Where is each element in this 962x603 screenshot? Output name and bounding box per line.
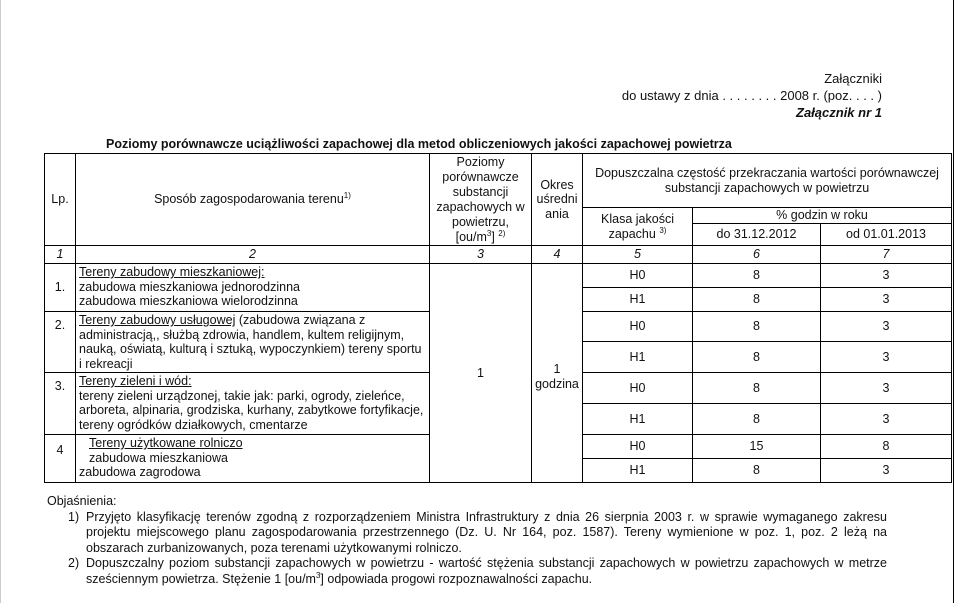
land-use-line: tereny zieleni urządzonej, takie jak: parki, ogrody, zieleńce, arboreta, alpinaria, grodziska, kurhany, zabytkowe fortyfikacje, tereny ogródków działkowych, cmentarze xyxy=(79,388,424,432)
percent-from-2013: 3 xyxy=(821,312,952,342)
land-use-line: zabudowa mieszkaniowa wielorodzinna xyxy=(79,294,298,308)
percent-until-2012: 8 xyxy=(693,404,821,435)
odour-class: H1 xyxy=(583,288,693,312)
percent-from-2013: 8 xyxy=(821,435,952,459)
explanation-item xyxy=(68,510,887,557)
percent-from-2013: 3 xyxy=(821,342,952,373)
odour-class: H1 xyxy=(583,342,693,373)
percent-until-2012: 8 xyxy=(693,312,821,342)
land-use-line: zabudowa mieszkaniowa xyxy=(89,450,228,465)
land-use-title: Tereny użytkowane rolniczo xyxy=(89,436,243,450)
row-lp: 2. xyxy=(45,312,76,373)
column-number: 2 xyxy=(76,246,430,264)
explanations-heading: Objaśnienia: xyxy=(47,494,117,508)
header-until-2012: do 31.12.2012 xyxy=(693,224,821,246)
percent-until-2012: 15 xyxy=(693,435,821,459)
header-land-use: Sposób zagospodarowania terenu$^{1)}$ xyxy=(76,154,430,246)
percent-from-2013: 3 xyxy=(821,404,952,435)
land-use-line: zabudowa mieszkaniowa jednorodzinna xyxy=(79,279,300,294)
percent-until-2012: 8 xyxy=(693,264,821,288)
column-number: 6 xyxy=(693,246,821,264)
land-use-cell xyxy=(76,312,430,373)
odour-class: H0 xyxy=(583,312,693,342)
explanation-item xyxy=(68,556,887,587)
table-title: Poziomy porównawcze uciążliwości zapachowej dla metod obliczeniowych jakości zapachowej powietrza xyxy=(106,137,732,151)
explanation-text: Przyjęto klasyfikację terenów zgodną z rozporządzeniem Ministra Infrastruktury z dnia 26 sierpnia 2003 r. w sprawie wymaganego zakresu projektu miejscowego planu zagospodarowania przestrzennego (Dz. U. Nr 164, poz. 1587). Tereny wymienione w poz. 1, poz. 2 leżą na obszarach zurbanizowanych, poza terenami użytkowanymi rolniczo. xyxy=(86,509,887,555)
land-use-cell xyxy=(76,264,430,312)
attachment-header xyxy=(622,70,882,121)
percent-until-2012: 8 xyxy=(693,288,821,312)
land-use-cell xyxy=(76,435,430,483)
land-use-cell xyxy=(76,373,430,435)
odour-class: H1 xyxy=(583,459,693,483)
percent-from-2013: 3 xyxy=(821,373,952,404)
land-use-title: Tereny zabudowy usługowej xyxy=(79,313,236,327)
land-use-line: zabudowa zagrodowa xyxy=(79,465,201,479)
column-number: 3 xyxy=(430,246,532,264)
odour-levels-table xyxy=(44,153,952,483)
explanations xyxy=(47,494,887,587)
column-number: 1 xyxy=(45,246,76,264)
header-percent-hours: % godzin w roku xyxy=(693,208,952,224)
column-numbers-row xyxy=(45,246,952,264)
right-border-line xyxy=(953,0,954,603)
land-use-title: Tereny zabudowy mieszkaniowej: xyxy=(79,265,265,279)
column-number: 5 xyxy=(583,246,693,264)
explanation-number: 2) xyxy=(68,556,80,570)
odour-class: H0 xyxy=(583,264,693,288)
percent-until-2012: 8 xyxy=(693,459,821,483)
header-averaging-period: Okres uśredni ania xyxy=(532,154,583,246)
percent-until-2012: 8 xyxy=(693,373,821,404)
percent-from-2013: 3 xyxy=(821,288,952,312)
column-number: 4 xyxy=(532,246,583,264)
header-from-2013: od 01.01.2013 xyxy=(821,224,952,246)
table-row xyxy=(45,264,952,288)
odour-class: H0 xyxy=(583,435,693,459)
column-number: 7 xyxy=(821,246,952,264)
odour-class: H0 xyxy=(583,373,693,404)
percent-until-2012: 8 xyxy=(693,342,821,373)
header-allowed-frequency: Dopuszczalna częstość przekraczania wartości porównawczej substancji zapachowych w powietrzu xyxy=(583,154,952,208)
header-line-2: do ustawy z dnia . . . . . . . . 2008 r. (poz. . . . ) xyxy=(621,88,882,103)
header-line-3: Załącznik nr 1 xyxy=(796,105,882,120)
header-line-1: Załączniki xyxy=(824,71,882,86)
explanation-number: 1) xyxy=(68,509,80,524)
row-lp: 1. xyxy=(45,264,76,312)
odour-class: H1 xyxy=(583,404,693,435)
explanation-text: Dopuszczalny poziom substancji zapachowych w powietrzu - wartość stężenia substancji zapachowych w powietrzu zapachowych w metrze sześciennym powietrza. Stężenie 1 $[ou/m^3]$ odpowiada progowi rozpoznawalności zapachu. xyxy=(86,556,887,586)
land-use-title: Tereny zieleni i wód: xyxy=(79,374,192,388)
left-edge xyxy=(0,0,1,603)
land-use-description: (zabudowa związana z administracją,, służbą zdrowia, handlem, kultem religijnym, nauką, oświatą, kulturą i sztuką, wypoczynkiem) tereny sportu i rekreacji xyxy=(79,313,422,371)
header-odour-class: Klasa jakości zapachu $^{3)}$ xyxy=(583,208,693,246)
percent-from-2013: 3 xyxy=(821,459,952,483)
percent-from-2013: 3 xyxy=(821,264,952,288)
averaging-period-cell: 1 godzina xyxy=(532,264,583,483)
row-lp: 4 xyxy=(45,435,76,483)
header-reference-levels: Poziomy porównawcze substancji zapachowych w powietrzu, $[ou/m^3]$ $^{2)}$ xyxy=(430,154,532,246)
header-lp: Lp. xyxy=(45,154,76,246)
reference-level-cell: 1 xyxy=(430,264,532,483)
row-lp: 3. xyxy=(45,373,76,435)
